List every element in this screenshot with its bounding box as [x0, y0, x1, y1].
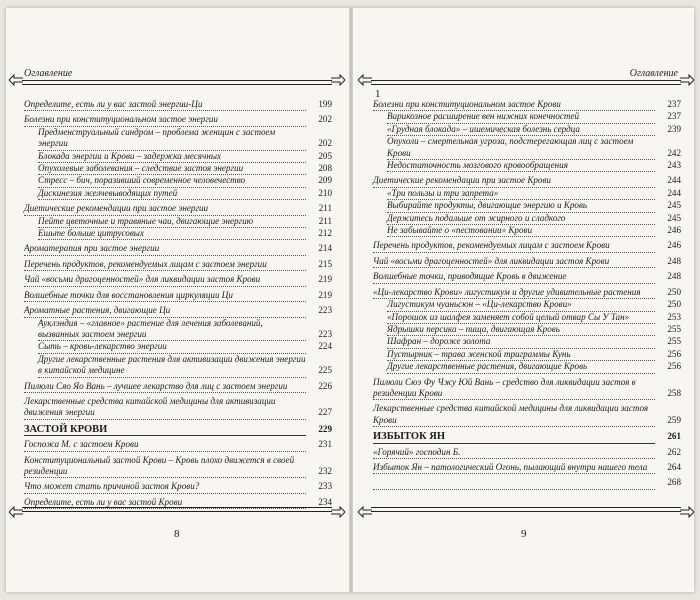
toc-entry-page: 210 — [318, 187, 332, 198]
toc-entry-page: 245 — [667, 212, 681, 223]
toc-entry-title: Ароматерапия при застое энергии — [24, 243, 306, 255]
toc-entry-page: 268 — [667, 477, 681, 488]
toc-entry-title: Волшебные точки для восстановления циркуляции Ци — [24, 290, 306, 302]
toc-entry — [387, 324, 681, 336]
toc-frame — [22, 80, 332, 512]
toc-entry-page: 248 — [667, 255, 681, 266]
toc-entry-title: Ароматные растения, двигающие Ци — [24, 305, 306, 317]
book-spread — [6, 8, 694, 592]
toc-entry-page: 258 — [667, 387, 681, 398]
toc-entry-title: Госпожа М. с застоем Крови — [24, 439, 306, 451]
toc-entry-title: Блокада энергии и Крови – задержка месячных — [38, 151, 306, 163]
toc-entry-page: 255 — [667, 323, 681, 334]
toc-entry — [24, 114, 332, 126]
toc-entry-title: Болезни при конституциональном застое энергии — [24, 114, 306, 126]
toc-entry-title: Пилюли Сяо Яо Вань – лучшее лекарство для лиц с застоем энергии — [24, 381, 306, 393]
toc-entry — [373, 462, 681, 474]
toc-entry-page: 211 — [318, 215, 332, 226]
toc-entry-title: Сыть – кровь-лекарство энергии — [38, 341, 306, 353]
toc-entry-title: Другие лекарственные растения, двигающие Кровь — [387, 361, 655, 373]
toc-entry — [24, 381, 332, 393]
toc-entry — [24, 290, 332, 302]
toc-entry-title: Определите, есть ли у вас застой энергии-Ци — [24, 99, 306, 111]
toc-entry-title: Ешьте больше цитрусовых — [38, 228, 306, 240]
toc-entry — [387, 160, 681, 172]
toc-entry-page: 231 — [318, 439, 332, 450]
toc-entry — [373, 256, 681, 268]
toc-entry-page: 223 — [318, 305, 332, 316]
toc-entry-page: 219 — [318, 289, 332, 300]
toc-entry-page: 242 — [667, 147, 681, 158]
toc-entry-page: 250 — [667, 286, 681, 297]
toc-entry — [38, 341, 332, 353]
toc-entry-page: 246 — [667, 240, 681, 251]
toc-entry — [387, 136, 681, 160]
toc-entry — [387, 299, 681, 311]
toc-entry — [373, 99, 681, 111]
toc-entry — [38, 228, 332, 240]
toc-entry-page: 262 — [667, 446, 681, 457]
toc-entry — [387, 213, 681, 225]
toc-entry-title: ИЗБЫТОК ЯН — [373, 431, 655, 443]
toc-entry-title: «Горячий» господин Б. — [373, 447, 655, 459]
toc-entry-page: 202 — [318, 138, 332, 149]
toc-entry — [387, 200, 681, 212]
toc-entry — [387, 188, 681, 200]
toc-list — [22, 99, 332, 509]
toc-entry — [387, 361, 681, 373]
toc-entry-page: 237 — [667, 111, 681, 122]
toc-entry-page: 239 — [667, 123, 681, 134]
toc-entry — [24, 455, 332, 479]
toc-entry — [387, 225, 681, 237]
toc-entry — [38, 354, 332, 378]
toc-entry-title — [373, 477, 655, 489]
toc-entry-page: 237 — [667, 99, 681, 109]
toc-entry — [38, 127, 332, 151]
toc-entry-title: Недостаточность мозгового кровообращения — [387, 160, 655, 172]
toc-entry-page: 208 — [318, 163, 332, 174]
toc-entry-page: 209 — [318, 175, 332, 186]
toc-entry-page: 212 — [318, 228, 332, 239]
toc-entry — [38, 151, 332, 163]
toc-entry-title: Выбирайте продукты, двигающие энергию и Кровь — [387, 200, 655, 212]
toc-entry-title: Определите, есть ли у вас застой Крови — [24, 497, 306, 509]
toc-entry-title: Волшебные точки, приводящие Кровь в движение — [373, 271, 655, 283]
toc-entry-page: 259 — [667, 414, 681, 425]
toc-entry-title: Чай «восьми драгоценностей» для ликвидации застоя Крови — [373, 256, 655, 268]
toc-entry — [373, 271, 681, 283]
toc-entry-title: Пилюли Сюэ Фу Чжу Юй Вань – средство для ликвидации застоя в резиденции Крови — [373, 377, 655, 401]
toc-entry-title: Опухоли – смертельная угроза, подстерегающая лиц с застоем Крови — [387, 136, 655, 160]
toc-entry-title: Избыток Ян – патологический Огонь, пылающий внутри нашего тела — [373, 462, 655, 474]
corner-ornament-icon — [8, 505, 24, 519]
toc-entry-page: 256 — [667, 361, 681, 372]
corner-ornament-icon — [8, 73, 24, 87]
toc-entry-title: Не забывайте о «пестовании» Крови — [387, 225, 655, 237]
toc-entry — [387, 312, 681, 324]
toc-entry — [373, 377, 681, 401]
toc-entry-page: 244 — [667, 175, 681, 186]
toc-frame — [371, 80, 681, 512]
toc-entry — [38, 175, 332, 187]
toc-entry-title: Конституциональный застой Крови – Кровь плохо движется в своей резиденции — [24, 455, 306, 479]
corner-ornament-icon — [679, 505, 695, 519]
page-number: 8 — [174, 528, 180, 540]
toc-entry — [24, 481, 332, 493]
toc-entry-title: Дискинезия желчевыводящих путей — [38, 188, 306, 200]
toc-entry-title: «Ци-лекарство Крови» лигустикум и другие удивительные растения — [373, 287, 655, 299]
toc-section-heading — [24, 424, 332, 436]
toc-entry-page: 264 — [667, 461, 681, 472]
toc-entry-title: Шафран – дороже золота — [387, 336, 655, 348]
toc-entry-title: Лекарственные средства китайской медицины для активизации движения энергии — [24, 396, 306, 420]
toc-entry-page: 202 — [318, 114, 332, 125]
toc-entry-title: Другие лекарственные растения для активизации движения энергии в китайской медицине — [38, 354, 306, 378]
toc-entry-page: 243 — [667, 160, 681, 171]
toc-entry — [373, 240, 681, 252]
toc-entry-title: Лекарственные средства китайской медицины для ликвидации застоя Крови — [373, 403, 655, 427]
toc-entry-title: «Грудная блокада» – ишемическая болезнь сердца — [387, 124, 655, 136]
toc-section-heading — [373, 431, 681, 443]
running-head: Оглавление — [24, 68, 73, 79]
toc-entry-page: 214 — [318, 243, 332, 254]
right-page — [353, 8, 694, 592]
left-page — [6, 8, 349, 592]
toc-entry — [24, 439, 332, 451]
running-head: Оглавление — [629, 68, 678, 79]
toc-entry — [24, 305, 332, 317]
toc-entry-title: Что может стать причиной застоя Крови? — [24, 481, 306, 493]
toc-entry-page: 205 — [318, 150, 332, 161]
toc-entry — [24, 396, 332, 420]
toc-entry-title: Предменструальный синдром – проблема женщин с застоем энергии — [38, 127, 306, 151]
toc-entry — [373, 447, 681, 459]
toc-entry-title: Перечень продуктов, рекомендуемых лицам с застоем энергии — [24, 259, 306, 271]
toc-entry-page: 253 — [667, 311, 681, 322]
toc-entry-title: Варикозное расширение вен нижних конечностей — [387, 111, 655, 123]
toc-entry — [373, 403, 681, 427]
toc-entry-title: Болезни при конституциональном застое Крови — [373, 99, 655, 111]
toc-entry-page: 225 — [318, 365, 332, 376]
page-number: 9 — [521, 528, 527, 540]
corner-ornament-icon — [330, 505, 346, 519]
toc-entry-page: 227 — [318, 407, 332, 418]
toc-entry-title: «Три пользы и три запрета» — [387, 188, 655, 200]
toc-entry-title: Стресс – бич, поразивший современное человечество — [38, 175, 306, 187]
corner-ornament-icon — [357, 505, 373, 519]
corner-ornament-icon — [357, 73, 373, 87]
toc-entry-title: «Порошок из шалфея заменяет собой целый отвар Сы У Тан» — [387, 312, 655, 324]
toc-entry-title: Держитесь подальше от жирного и сладкого — [387, 213, 655, 225]
toc-entry-title: Диетические рекомендации при застое энергии — [24, 203, 306, 215]
toc-entry-page: 233 — [318, 481, 332, 492]
toc-entry — [38, 216, 332, 228]
toc-entry-page: 248 — [667, 271, 681, 282]
toc-entry — [387, 349, 681, 361]
corner-ornament-icon — [679, 73, 695, 87]
toc-list — [371, 99, 681, 490]
toc-entry-title: Ауклэндия – «главное» растение для лечения заболеваний, вызванных застоем энергии — [38, 318, 306, 342]
toc-entry-title: Чай «восьми драгоценностей» для ликвидации застоя Крови — [24, 274, 306, 286]
toc-entry-title: Пустырник – трава женской триграммы Кунь — [387, 349, 655, 361]
toc-entry — [38, 188, 332, 200]
toc-entry-page: 255 — [667, 336, 681, 347]
toc-entry-page: 223 — [318, 328, 332, 339]
toc-entry-page: 224 — [318, 341, 332, 352]
toc-entry-title: Опухолевые заболевания – следствие застоя энергии — [38, 163, 306, 175]
toc-entry-page: 229 — [318, 423, 332, 434]
toc-entry — [373, 287, 681, 299]
toc-entry-page: 256 — [667, 348, 681, 359]
corner-ornament-icon — [330, 73, 346, 87]
toc-entry — [387, 124, 681, 136]
toc-entry — [24, 274, 332, 286]
toc-entry — [373, 477, 681, 489]
toc-entry — [24, 243, 332, 255]
toc-entry-title: Лигустикум чуаньсюн – «Ци-лекарство Крови» — [387, 299, 655, 311]
toc-entry-title: ЗАСТОЙ КРОВИ — [24, 424, 306, 436]
toc-entry — [387, 336, 681, 348]
toc-entry — [373, 175, 681, 187]
toc-entry-page: 244 — [667, 187, 681, 198]
toc-entry — [24, 259, 332, 271]
toc-entry — [387, 111, 681, 123]
toc-entry-title: Пейте цветочные и травяные чаи, двигающие энергию — [38, 216, 306, 228]
toc-entry — [24, 497, 332, 509]
toc-entry-page: 232 — [318, 465, 332, 476]
toc-entry-title: Перечень продуктов, рекомендуемых лицам с застоем Крови — [373, 240, 655, 252]
toc-entry-page: 234 — [318, 496, 332, 507]
toc-entry — [38, 318, 332, 342]
toc-entry-title: Диетические рекомендации при застое Крови — [373, 175, 655, 187]
toc-entry-page: 261 — [667, 431, 681, 442]
toc-entry-title: Ядрышки персика – пища, двигающая Кровь — [387, 324, 655, 336]
toc-entry-page: 226 — [318, 380, 332, 391]
toc-entry — [38, 163, 332, 175]
toc-entry — [24, 203, 332, 215]
toc-entry-page: 199 — [318, 99, 332, 109]
toc-entry-page: 211 — [318, 203, 332, 214]
toc-entry-page: 245 — [667, 200, 681, 211]
toc-entry-page: 219 — [318, 274, 332, 285]
side-mark: 1 — [375, 88, 381, 100]
toc-entry — [24, 99, 332, 111]
toc-entry-page: 250 — [667, 299, 681, 310]
toc-entry-page: 215 — [318, 258, 332, 269]
toc-entry-page: 246 — [667, 225, 681, 236]
